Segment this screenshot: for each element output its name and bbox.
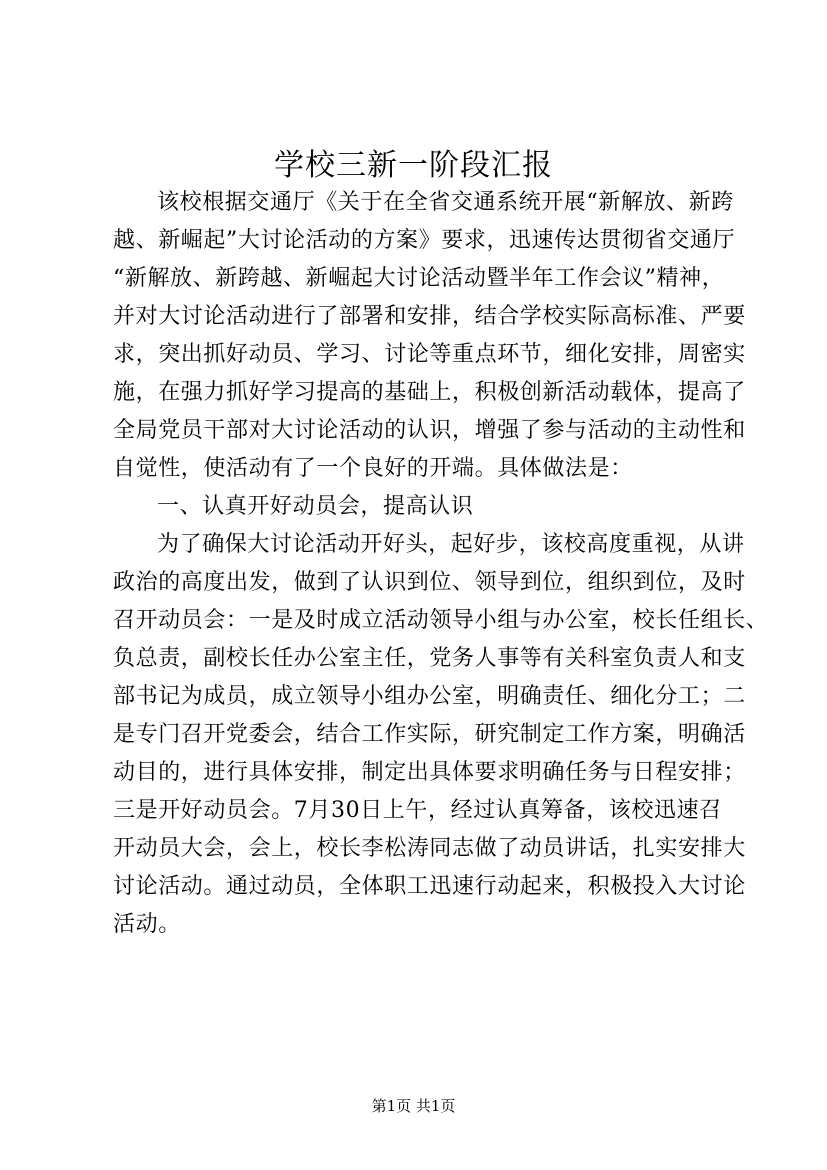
body-line: 求，突出抓好动员、学习、讨论等重点环节，细化安排，周密实: [113, 342, 746, 367]
body-line: 三是开好动员会。7月30日上午，经过认真筹备，该校迅速召: [113, 798, 722, 823]
body-line: 开动员大会，会上，校长李松涛同志做了动员讲话，扎实安排大: [113, 836, 746, 861]
document-body: [113, 184, 769, 944]
body-line: 该校根据交通厅《关于在全省交通系统开展“新解放、新跨: [157, 190, 734, 215]
body-line: 动目的，进行具体安排，制定出具体要求明确任务与日程安排；: [113, 760, 746, 785]
body-line: 政治的高度出发，做到了认识到位、领导到位，组织到位，及时: [113, 570, 746, 595]
body-line: 召开动员会：一是及时成立活动领导小组与办公室，校长任组长、: [113, 608, 769, 633]
body-line: 为了确保大讨论活动开好头，起好步，该校高度重视，从讲: [157, 532, 745, 557]
body-line: 负总责，副校长任办公室主任，党务人事等有关科室负责人和支: [113, 646, 746, 671]
section-heading: 一、认真开好动员会，提高认识: [157, 494, 474, 519]
page-footer: 第1页 共1页: [371, 1097, 456, 1115]
body-line: 全局党员干部对大讨论活动的认识，增强了参与活动的主动性和: [113, 418, 746, 443]
body-line: 讨论活动。通过动员，全体职工迅速行动起来，积极投入大讨论: [113, 874, 746, 899]
body-line: 活动。: [113, 912, 181, 937]
body-line: 是专门召开党委会，结合工作实际，研究制定工作方案，明确活: [113, 722, 746, 747]
body-line: 越、新崛起”大讨论活动的方案》要求，迅速传达贯彻省交通厅: [113, 228, 736, 253]
body-line: “新解放、新跨越、新崛起大讨论活动暨半年工作会议”精神，: [113, 266, 725, 291]
document-title: 学校三新一阶段汇报: [274, 148, 553, 183]
body-line: 并对大讨论活动进行了部署和安排，结合学校实际高标准、严要: [113, 304, 746, 329]
body-line: 部书记为成员，成立领导小组办公室，明确责任、细化分工；二: [113, 684, 746, 709]
body-line: 施，在强力抓好学习提高的基础上，积极创新活动载体，提高了: [113, 380, 746, 405]
body-line: 自觉性，使活动有了一个良好的开端。具体做法是：: [113, 456, 633, 481]
